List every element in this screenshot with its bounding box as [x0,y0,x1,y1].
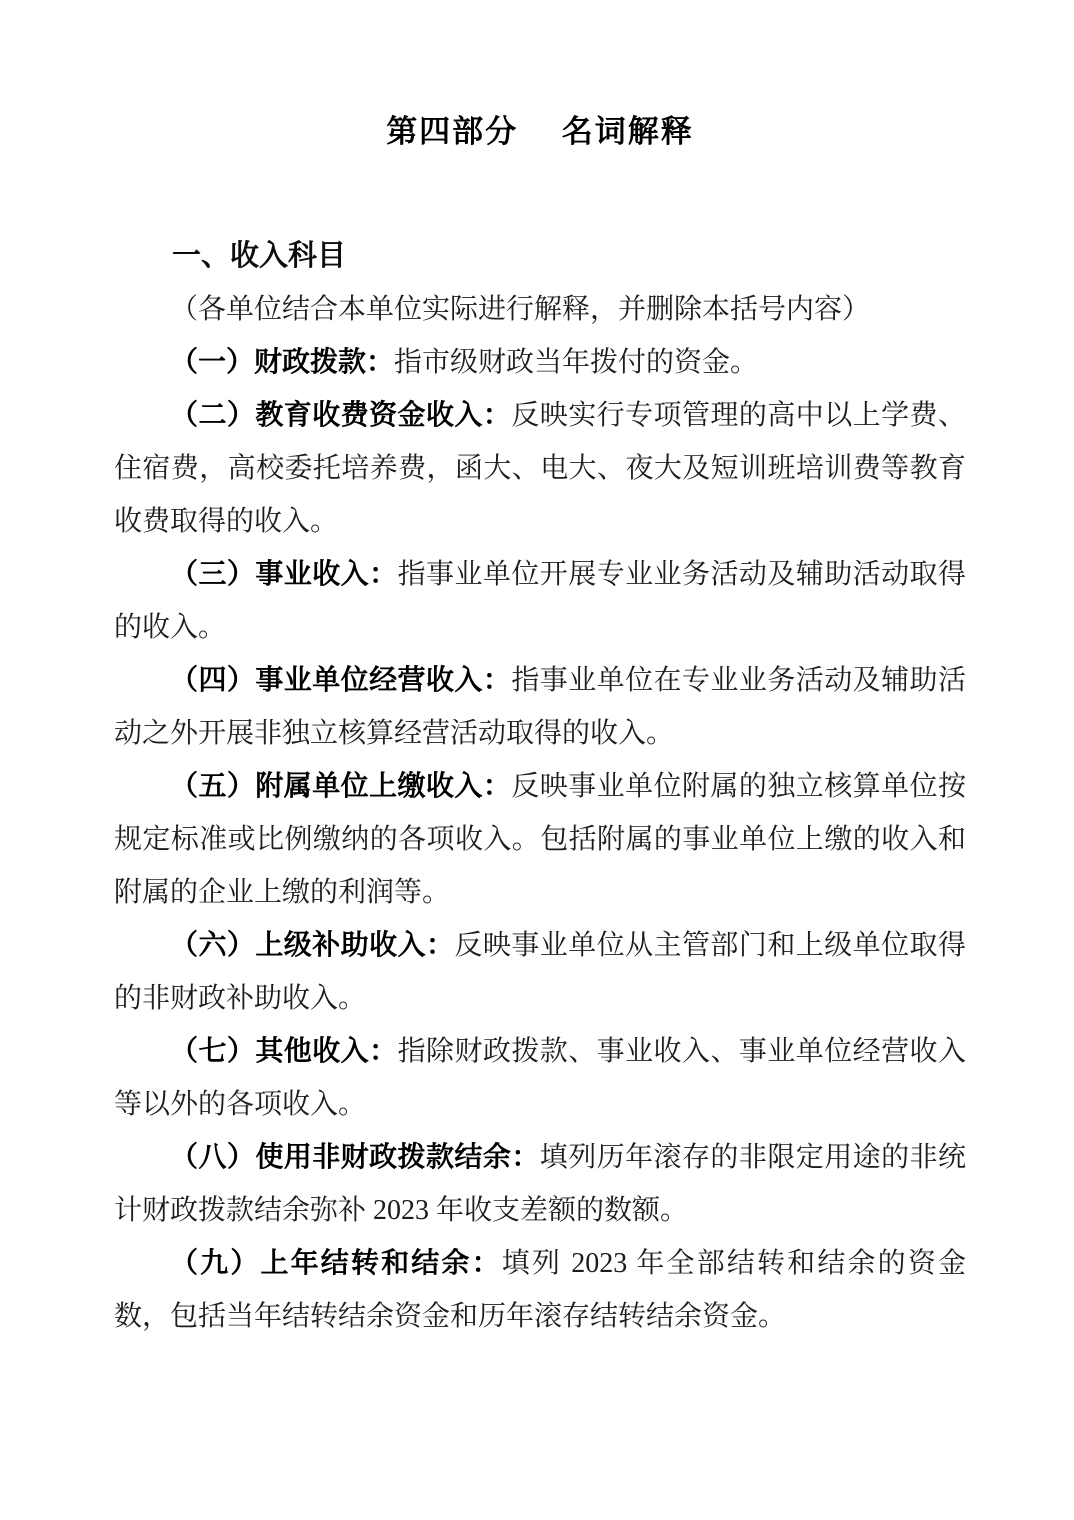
term-label: （二）教育收费资金收入： [170,400,512,431]
term-label: （九）上年结转和结余： [170,1248,502,1279]
page-title: 第四部分 名词解释 [386,114,694,149]
term-paragraph-other-income [114,1025,966,1131]
term-definition: 填列 2023 年全部结转和结余的资金数，包括当年结转结余资金和历年滚存结转结余资金。 [114,1248,966,1332]
section-heading-income-subjects: 一、收入科目 [172,240,347,272]
term-definition: 反映事业单位附属的独立核算单位按规定标准或比例缴纳的各项收入。包括附属的事业单位上缴的收入和附属的企业上缴的利润等。 [114,771,966,908]
term-label: （五）附属单位上缴收入： [170,771,512,802]
term-paragraph-prior-year-carryover [114,1237,966,1343]
term-definition: 指事业单位在专业业务活动及辅助活动之外开展非独立核算经营活动取得的收入。 [114,665,966,749]
term-paragraph-operating-income [114,654,966,760]
term-paragraph-fiscal-appropriation [114,336,966,389]
term-label: （八）使用非财政拨款结余： [170,1142,540,1173]
term-definition: 填列历年滚存的非限定用途的非统计财政拨款结余弥补 2023 年收支差额的数额。 [114,1142,966,1226]
term-paragraph-subsidiary-remittance-income [114,760,966,919]
term-paragraph-superior-subsidy-income [114,919,966,1025]
term-label: （四）事业单位经营收入： [170,665,512,696]
term-definition: 指事业单位开展专业业务活动及辅助活动取得的收入。 [114,559,966,643]
term-definition: 指除财政拨款、事业收入、事业单位经营收入等以外的各项收入。 [114,1036,966,1120]
term-definition: 反映实行专项管理的高中以上学费、住宿费，高校委托培养费，函大、电大、夜大及短训班培训费等教育收费取得的收入。 [114,400,966,537]
term-label: （三）事业收入： [170,559,398,590]
term-paragraph-education-fee-income [114,389,966,548]
term-paragraph-non-fiscal-balance [114,1131,966,1237]
instruction-note: （各单位结合本单位实际进行解释，并删除本括号内容） [170,294,871,325]
term-definition: 指市级财政当年拨付的资金。 [394,347,759,378]
term-definition: 反映事业单位从主管部门和上级单位取得的非财政补助收入。 [114,930,966,1014]
term-label: （六）上级补助收入： [170,930,455,961]
term-label: （七）其他收入： [170,1036,398,1067]
term-label: （一）财政拨款： [170,347,395,378]
term-paragraph-institution-income [114,548,966,654]
